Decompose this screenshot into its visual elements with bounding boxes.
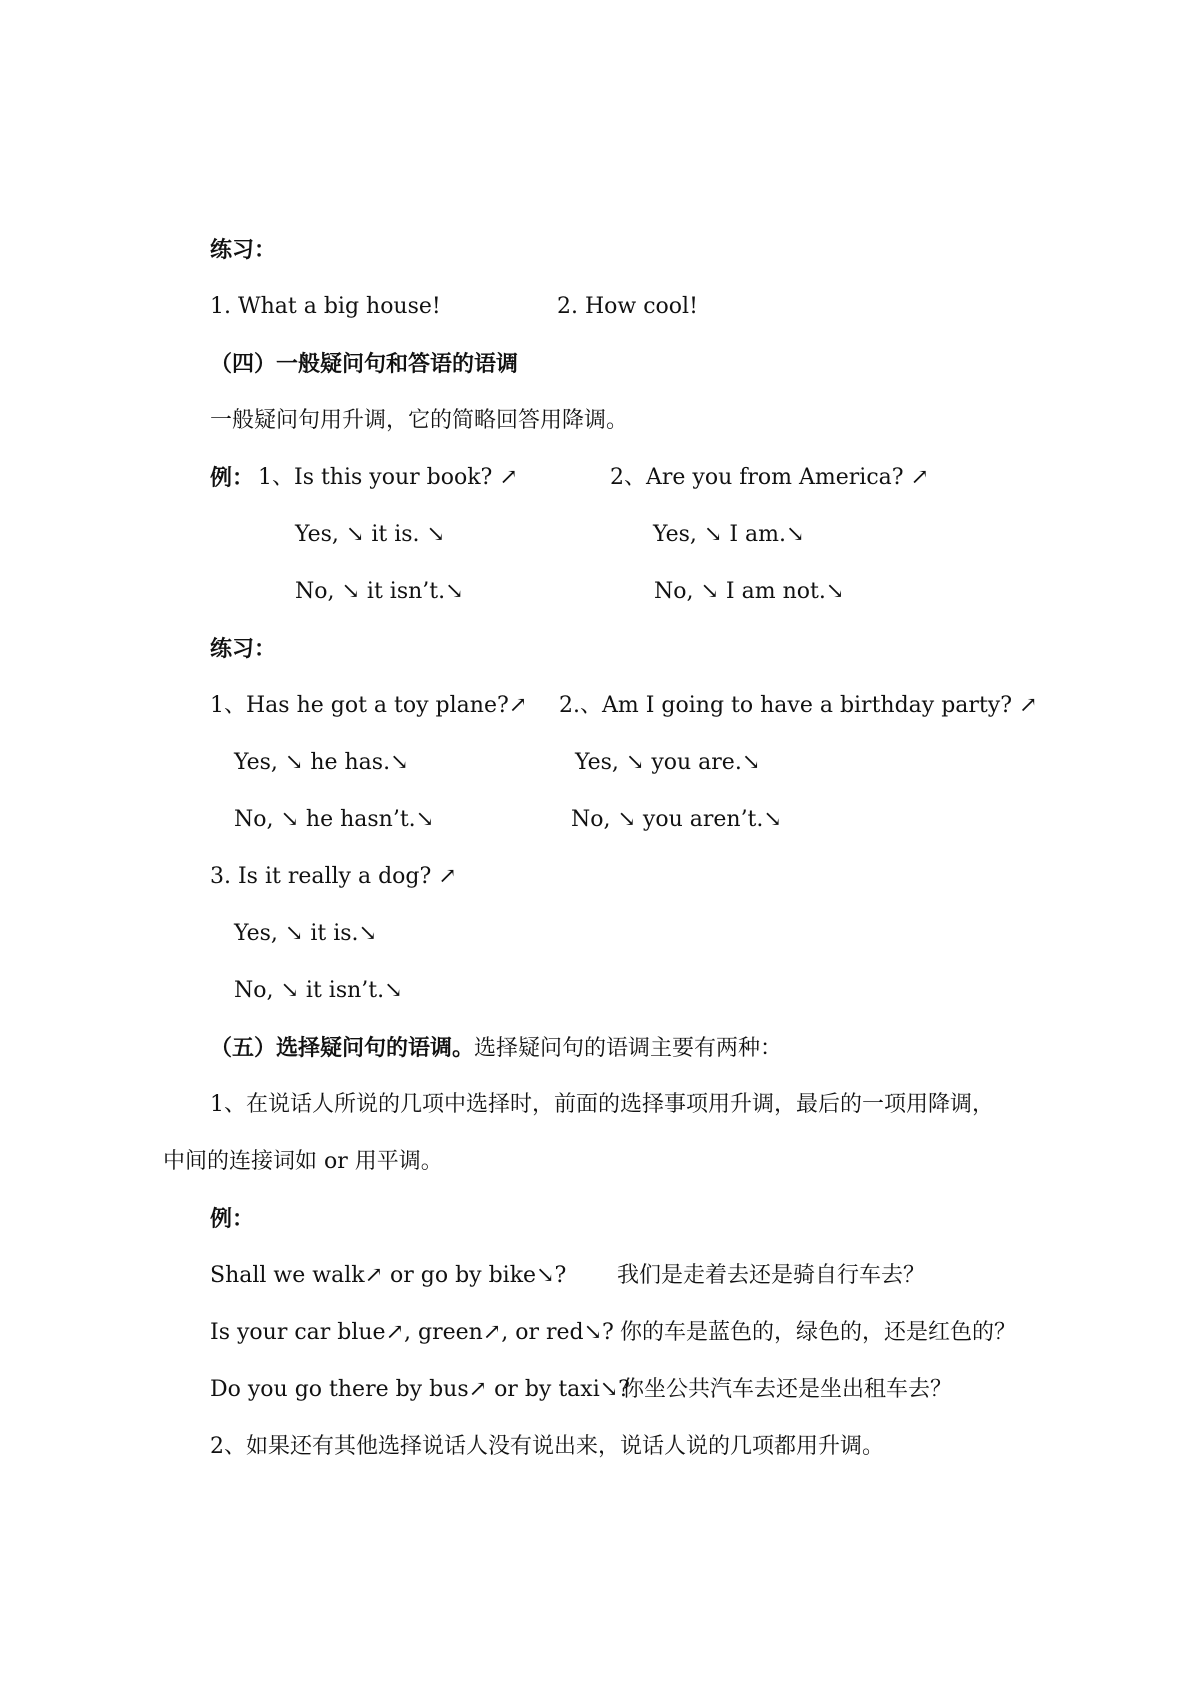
section-4-rule: 一般疑问句用升调，它的简略回答用降调。: [210, 408, 629, 433]
choice-example-3-en: Do you go there by bus↗ or by taxi↘?: [210, 1377, 630, 1402]
example-2-yes: Yes, ↘ I am.↘: [653, 522, 805, 547]
section-5-rule-1-line-2: 中间的连接词如 or 用平调。: [163, 1149, 443, 1174]
practice-answer-2-no: No, ↘ you aren’t.↘: [571, 807, 782, 832]
practice-label: 练习：: [210, 237, 277, 263]
choice-example-1-en: Shall we walk↗ or go by bike↘?: [210, 1263, 567, 1288]
section-heading-5: [210, 1033, 782, 1064]
example-2-no: No, ↘ I am not.↘: [654, 579, 845, 604]
practice-answer-1-no: No, ↘ he hasn’t.↘: [234, 807, 435, 832]
section-5-rule-2: 2、如果还有其他选择说话人没有说出来，说话人说的几项都用升调。: [210, 1434, 884, 1459]
choice-example-2-zh: 你的车是蓝色的，绿色的，还是红色的？: [620, 1320, 1017, 1345]
example-2-question: 2、Are you from America? ↗: [610, 465, 929, 490]
example-label: 例：: [210, 465, 255, 491]
practice-answer-1-yes: Yes, ↘ he has.↘: [234, 750, 409, 775]
example-label: 例：: [210, 1206, 255, 1232]
practice-label: 练习：: [210, 636, 277, 662]
section-5-heading-rest: 选择疑问句的语调主要有两种：: [474, 1036, 783, 1061]
section-5-rule-1-line-1: 1、在说话人所说的几项中选择时，前面的选择事项用升调，最后的一项用降调，: [210, 1092, 994, 1117]
practice-answer-3-yes: Yes, ↘ it is.↘: [234, 921, 377, 946]
practice-answer-3-no: No, ↘ it isn’t.↘: [234, 978, 403, 1003]
practice-item-1: 1. What a big house!: [210, 294, 441, 319]
example-1-yes: Yes, ↘ it is. ↘: [295, 522, 445, 547]
section-5-heading-bold: （五）选择疑问句的语调。: [210, 1035, 475, 1061]
choice-example-3-zh: 你坐公共汽车去还是坐出租车去？: [622, 1377, 953, 1402]
choice-example-2-en: Is your car blue↗, green↗, or red↘?: [210, 1320, 614, 1345]
choice-example-1-zh: 我们是走着去还是骑自行车去？: [617, 1263, 926, 1288]
practice-answer-2-yes: Yes, ↘ you are.↘: [575, 750, 761, 775]
practice-item-2: 2. How cool!: [557, 294, 698, 319]
practice-question-3: 3. Is it really a dog? ↗: [210, 864, 457, 889]
practice-question-2: 2.、Am I going to have a birthday party? ↗: [559, 693, 1038, 718]
section-heading-4: （四）一般疑问句和答语的语调: [210, 351, 519, 377]
example-1-question: 1、Is this your book? ↗: [258, 465, 518, 490]
practice-question-1: 1、Has he got a toy plane?↗: [210, 693, 528, 718]
example-1-no: No, ↘ it isn’t.↘: [295, 579, 464, 604]
